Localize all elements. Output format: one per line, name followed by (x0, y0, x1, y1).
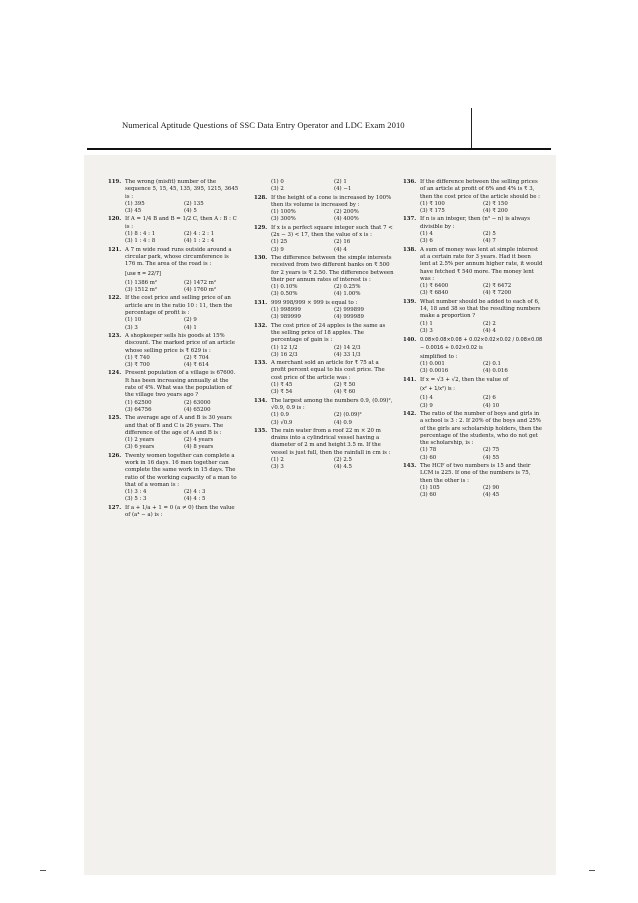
answer-options (125, 317, 240, 332)
question-number: 122. (108, 295, 122, 302)
answer-option: (3) 9 (271, 246, 284, 253)
answer-option: (3) 6 years (125, 444, 155, 451)
answer-option: (4) 55 (483, 454, 500, 461)
question-number: 120. (108, 216, 122, 223)
answer-options (125, 231, 240, 246)
question-block (254, 179, 394, 194)
question-text: The average age of A and B is 30 years and that of B and C is 26 years. The difference of the age of A and B is : (125, 415, 232, 436)
answer-option: (1) ₹ 100 (420, 200, 445, 207)
answer-options (420, 361, 543, 376)
answer-option: (1) 0.10% (271, 284, 298, 291)
answer-option: (2) 5 (483, 231, 496, 238)
question-number: 138. (403, 246, 417, 253)
question-number: 130. (254, 254, 268, 261)
answer-option: (2) 2.5 (334, 456, 352, 463)
question-number: 131. (254, 299, 268, 306)
answer-option: (1) ₹ 740 (125, 354, 150, 361)
scanned-question-page (84, 155, 556, 875)
question-text: What number should be added to each of 6, 14, 18 and 38 so that the resulting numbers make a proportion ? (420, 298, 541, 320)
question-number: 123. (108, 332, 122, 339)
answer-options (271, 209, 394, 224)
answer-options (420, 485, 543, 500)
question-block (108, 370, 240, 414)
answer-option: (2) 2 (483, 320, 496, 327)
question-number: 129. (254, 224, 268, 231)
answer-option: (2) 1 (334, 179, 347, 185)
question-number: 143. (403, 462, 417, 469)
answer-option: (1) 0 (271, 179, 284, 185)
answer-option: (1) 395 (125, 200, 145, 207)
answer-options (271, 239, 394, 254)
question-block (108, 333, 240, 369)
answer-option: (3) 60 (420, 492, 437, 499)
question-number: 127. (108, 504, 122, 511)
answer-options (271, 307, 394, 322)
question-number: 125. (108, 415, 122, 422)
question-text: The rain water from a roof 22 m × 20 m drains into a cylindrical vessel having a diameter of 2 m and height 3.5 m. If the vessel is just full, then the rainfall in cm is : (271, 427, 391, 456)
answer-options (271, 179, 394, 194)
margin-mark-left (40, 870, 46, 871)
question-block (403, 247, 543, 298)
answer-option: (4) 1 : 2 : 4 (184, 238, 215, 245)
answer-option: (3) ₹ 54 (271, 389, 293, 396)
question-number: 140. (403, 337, 417, 344)
question-expression: [use π = 22/7] (125, 270, 161, 277)
answer-option: (3) 1512 m² (125, 287, 158, 294)
question-block (108, 295, 240, 331)
question-number: 126. (108, 452, 122, 459)
question-column-3 (403, 179, 543, 500)
answer-option: (4) −1 (334, 186, 352, 193)
question-block (254, 360, 394, 396)
answer-option: (2) 200% (334, 209, 359, 216)
question-block (254, 300, 394, 322)
answer-option: (4) 5 (184, 208, 197, 215)
question-text: The HCF of two numbers is 15 and their LCM is 225. If one of the numbers is 75, then the other is : (420, 462, 531, 484)
answer-options (420, 395, 543, 410)
answer-option: (1) 8 : 4 : 1 (125, 231, 156, 238)
question-block (108, 179, 240, 215)
question-text: If a + 1/a + 1 = 0 (a ≠ 0) then the value of (a⁴ − a) is : (125, 504, 235, 519)
question-text-continued: simplified to : (420, 353, 458, 360)
answer-option: (2) ₹ 150 (483, 200, 508, 207)
answer-options (125, 437, 240, 452)
question-text: If the difference between the selling prices of an article at profit of 6% and 4% is ₹ 3, then the cost price of the article should be : (420, 179, 540, 200)
question-block (403, 216, 543, 245)
answer-option: (3) 45 (125, 208, 142, 215)
answer-option: (2) 75 (483, 447, 500, 454)
answer-option: (2) (0.09)² (334, 412, 362, 419)
question-text: If the height of a cone is increased by 100% then its volume is increased by : (271, 194, 392, 208)
answer-options (125, 280, 240, 295)
question-text: If x is a perfect square integer such that 7 < (2x − 3) < 17, then the value of x is : (271, 224, 393, 239)
question-text: The wrong (misfit) number of the sequence 5, 15, 45, 135, 395, 1215, 3645 is : (125, 179, 239, 200)
answer-option: (3) 0.0016 (420, 368, 449, 375)
question-block (108, 505, 240, 520)
question-number: 121. (108, 246, 122, 253)
question-number: 139. (403, 298, 417, 305)
answer-options (271, 457, 394, 472)
answer-option: (2) 4 years (184, 437, 214, 444)
answer-option: (1) 105 (420, 484, 440, 491)
question-text: If A = 1/4 B and B = 1/2 C, then A : B : C is : (125, 216, 237, 230)
answer-option: (4) 1760 m² (184, 287, 217, 294)
answer-option: (4) 4.5 (334, 464, 352, 471)
answer-option: (2) 0.1 (483, 361, 501, 368)
question-text: The difference between the simple interests received from two different banks on ₹ 500 for 2 years is ₹ 2.50. The difference between their per annum rates of interest is : (271, 254, 394, 283)
question-number: 124. (108, 370, 122, 377)
answer-option: (3) 300% (271, 216, 296, 223)
header-underline (87, 148, 551, 150)
answer-option: (4) 0.9 (334, 419, 352, 426)
answer-option: (4) 0.016 (483, 368, 508, 375)
answer-option: (3) 0.50% (271, 291, 298, 298)
answer-option: (1) 2 years (125, 437, 155, 444)
answer-option: (1) 25 (271, 239, 288, 246)
question-text: 999 998/999 × 999 is equal to : (271, 299, 358, 306)
question-block (403, 463, 543, 499)
answer-option: (1) 10 (125, 317, 142, 324)
question-number: 132. (254, 322, 268, 329)
answer-option: (2) ₹ 50 (334, 382, 356, 389)
answer-option: (1) 4 (420, 231, 433, 238)
answer-options (420, 231, 543, 246)
answer-option: (2) ₹ 704 (184, 354, 209, 361)
question-block (403, 377, 543, 410)
answer-option: (4) ₹ 60 (334, 389, 356, 396)
answer-option: (4) 4 (483, 327, 496, 334)
answer-option: (3) 64756 (125, 406, 152, 413)
answer-option: (1) 2 (271, 456, 284, 463)
answer-options (125, 355, 240, 370)
answer-option: (4) 1.00% (334, 291, 361, 298)
answer-option: (1) 0.9 (271, 412, 289, 419)
question-number: 135. (254, 427, 268, 434)
answer-option: (2) 6 (483, 395, 496, 402)
answer-option: (2) 0.25% (334, 284, 361, 291)
question-block (108, 247, 240, 295)
answer-option: (2) 4 : 3 (184, 489, 206, 496)
answer-option: (1) 62500 (125, 399, 152, 406)
answer-option: (3) 9 (420, 402, 433, 409)
answer-option: (3) 1 : 4 : 8 (125, 238, 156, 245)
question-column-1 (108, 179, 240, 520)
answer-options (271, 345, 394, 360)
answer-option: (1) 3 : 4 (125, 489, 147, 496)
question-text: A merchant sold an article for ₹ 75 at a profit percent equal to his cost price. The cost price of the article was : (271, 360, 385, 381)
question-text: If x = √3 + √2, then the value of (420, 376, 509, 383)
answer-option: (1) 78 (420, 447, 437, 454)
answer-option: (1) ₹ 6400 (420, 283, 449, 290)
answer-option: (4) 8 years (184, 444, 214, 451)
answer-option: (3) ₹ 700 (125, 362, 150, 369)
question-block (254, 428, 394, 472)
question-block (108, 216, 240, 245)
answer-option: (3) 60 (420, 454, 437, 461)
answer-option: (1) 4 (420, 395, 433, 402)
question-number: 141. (403, 376, 417, 383)
answer-option: (1) 998999 (271, 307, 301, 314)
question-text: The ratio of the number of boys and girls in a school is 3 : 2. If 20% of the boys and 25% of the girls are scholarship holders, then the percentage of the students, who do not get the scholarship, is : (420, 410, 542, 447)
question-number: 142. (403, 410, 417, 417)
answer-option: (4) 65200 (184, 406, 211, 413)
answer-option: (1) 12 1/2 (271, 344, 298, 351)
answer-options (125, 489, 240, 504)
question-text: If n is an integer, then (n³ − n) is always divisible by : (420, 216, 530, 230)
question-expression: (x² + 1/x²) is : (420, 386, 455, 393)
answer-options (125, 201, 240, 216)
answer-option: (2) 16 (334, 239, 351, 246)
answer-option: (2) 9 (184, 317, 197, 324)
answer-option: (4) 4 (334, 246, 347, 253)
answer-option: (4) 4 : 5 (184, 496, 206, 503)
answer-option: (1) 1386 m² (125, 279, 158, 286)
answer-option: (1) 1 (420, 320, 433, 327)
answer-option: (4) 999989 (334, 314, 364, 321)
answer-option: (3) 3 (420, 327, 433, 334)
question-text: The cost price of 24 apples is the same as the selling price of 18 apples. The percentage of gain is : (271, 322, 386, 344)
question-text: A shopkeeper sells his goods at 15% discount. The marked price of an article whose selling price is ₹ 629 is : (125, 332, 235, 354)
answer-option: (2) 1472 m² (184, 279, 217, 286)
question-block (403, 337, 543, 375)
answer-options (271, 412, 394, 427)
answer-option: (4) 1 (184, 324, 197, 331)
answer-option: (3) 16 2/3 (271, 351, 298, 358)
answer-option: (3) ₹ 175 (420, 208, 445, 215)
answer-option: (3) 6 (420, 238, 433, 245)
answer-option: (1) 0.001 (420, 361, 445, 368)
page-header (87, 108, 551, 148)
answer-option: (4) ₹ 200 (483, 208, 508, 215)
answer-options (271, 284, 394, 299)
answer-option: (4) 7 (483, 238, 496, 245)
question-block (254, 255, 394, 299)
question-number: 137. (403, 216, 417, 223)
question-text: Present population of a village is 67600. It has been increasing annually at the rate of 4%. What was the population of the village two years ago ? (125, 370, 236, 399)
question-number: 134. (254, 397, 268, 404)
question-column-2 (254, 179, 394, 473)
answer-option: (3) 989999 (271, 314, 301, 321)
answer-option: (3) ₹ 6840 (420, 290, 449, 297)
question-block (254, 225, 394, 254)
question-block (254, 195, 394, 224)
question-number: 128. (254, 194, 268, 201)
answer-option: (4) 400% (334, 216, 359, 223)
question-block (403, 179, 543, 215)
question-number: 133. (254, 360, 268, 367)
answer-option: (4) ₹ 7200 (483, 290, 512, 297)
answer-option: (3) 5 : 3 (125, 496, 147, 503)
answer-options (420, 201, 543, 216)
question-block (108, 453, 240, 504)
answer-option: (2) 135 (184, 200, 204, 207)
answer-option: (2) 4 : 2 : 1 (184, 231, 215, 238)
answer-option: (2) 63000 (184, 399, 211, 406)
question-text: The largest among the numbers 0.9, (0.09)², √0.9, 0.9 is : (271, 397, 393, 411)
question-block (108, 415, 240, 451)
answer-option: (4) 33 1/3 (334, 351, 361, 358)
answer-option: (1) 100% (271, 209, 296, 216)
margin-mark-right (589, 870, 595, 871)
answer-option: (4) 10 (483, 402, 500, 409)
answer-options (420, 283, 543, 298)
answer-option: (1) ₹ 45 (271, 382, 293, 389)
answer-option: (2) 14 2/3 (334, 344, 361, 351)
header-divider (471, 108, 472, 148)
question-text: If the cost price and selling price of an article are in the ratio 10 : 11, then the percentage of profit is : (125, 295, 233, 317)
answer-option: (2) 90 (483, 484, 500, 491)
question-text: A sum of money was lent at simple interest at a certain rate for 3 years. Had it been lent at 2.5% per annum higher rate, it would have fetched ₹ 540 more. The money lent was : (420, 246, 543, 282)
answer-option: (2) 999899 (334, 307, 364, 314)
answer-option: (3) 3 (271, 464, 284, 471)
answer-option: (4) 45 (483, 492, 500, 499)
question-block (403, 411, 543, 462)
answer-options (420, 447, 543, 462)
answer-option: (3) √0.9 (271, 419, 293, 426)
answer-option: (4) ₹ 614 (184, 362, 209, 369)
question-block (403, 299, 543, 335)
question-expression: 0.08×0.08×0.08 + 0.02×0.02×0.02 / 0.08×0.08 − 0.0016 + 0.02×0.02 is (420, 337, 543, 351)
question-block (254, 398, 394, 427)
answer-option: (2) ₹ 6472 (483, 283, 512, 290)
answer-option: (3) 2 (271, 186, 284, 193)
answer-option: (3) 3 (125, 324, 138, 331)
question-text: A 7 m wide road runs outside around a circular park, whose circumference is 176 m. The area of the road is : (125, 246, 232, 268)
page-title: Numerical Aptitude Questions of SSC Data Entry Operator and LDC Exam 2010 (122, 120, 405, 130)
answer-options (420, 321, 543, 336)
answer-options (271, 382, 394, 397)
question-number: 119. (108, 179, 122, 185)
question-text: Twenty women together can complete a work in 16 days. 16 men together can complete the same work in 15 days. The ratio of the working capacity of a man to that of a woman is : (125, 452, 237, 488)
answer-options (125, 400, 240, 415)
question-block (254, 323, 394, 359)
question-number: 136. (403, 179, 417, 185)
